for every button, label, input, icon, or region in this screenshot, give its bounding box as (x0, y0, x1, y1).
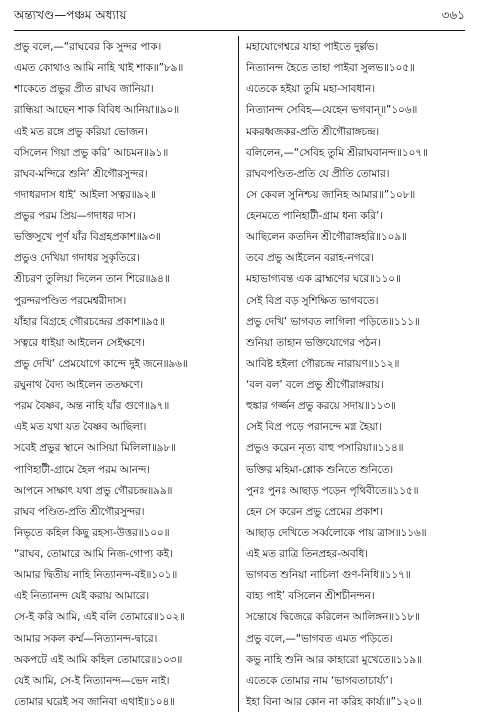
verse-line: প্রভু দেখি’ ভাগবত লাগিলা পড়িতে॥১১১॥ (246, 315, 420, 328)
verse-line: যাঁহার বিগ্রহে গৌরচন্দ্রের প্রকাশ॥৯৫॥ (14, 315, 165, 328)
header-rule (14, 30, 465, 31)
verse-line: পুনঃ পুনঃ আছাড় পড়েন পৃথিবীতে॥১১৫॥ (246, 484, 419, 497)
verse-line: মহাযোগেশ্বরে যাহা পাইতে দুর্ল্লভ। (246, 41, 379, 53)
verse-line: ভক্তিসুখে পূর্ণ যাঁর বিগ্রহপ্রকাশ॥৯৩॥ (14, 231, 161, 244)
verse-line: সবেই প্রভুর স্থানে আসিয়া মিলিলা॥৯৮॥ (14, 442, 176, 455)
verse-line: শুনিয়া তাহান ভক্তিযোগের পঠন। (246, 336, 381, 349)
verse-line: হেনমতে পানিহাটী-গ্রাম ধন্য করি’। (246, 210, 383, 222)
verse-line: এতেকে হইয়া তুমি মহা-সাবধান। (246, 83, 375, 96)
verse-line: হেন সে করেন প্রভু প্রেমের প্রকাশ। (246, 505, 383, 518)
verse-line: কভু নাহি শুনি আর কাহারো মুখেতে॥১১৯॥ (246, 653, 422, 666)
verse-line: সে কেবল সুনিশ্চয় জানিহ আমার॥”১০৮॥ (246, 188, 416, 201)
verse-line: তবে প্রভু আইলেন বরাহ-নগরে। (246, 252, 374, 265)
verse-line: আছিলেন কতদিন শ্রীগৌরাঙ্গহরি॥১০৯॥ (246, 231, 407, 244)
verse-line: নিত্যানন্দ হৈতে তাহা পাইবা সুলভ॥১০৫॥ (246, 62, 415, 75)
verse-line: এই মত যথা যত বৈষ্ণব আছিলা। (14, 421, 147, 434)
verse-line: এই মত রাত্রি তিনপ্রহর-অবধি। (246, 548, 368, 560)
verse-line: “রাঘব, তোমারে আমি নিজ-গোপ্য কই। (14, 548, 173, 560)
verse-line: পরম বৈষ্ণব, অন্ত নাহি যাঁর গুণে॥৯৭॥ (14, 400, 170, 413)
verse-line: এমত কোথাও আমি নাহি খাই শাক॥”৮৯॥ (14, 62, 184, 75)
verse-line: সন্তোষে দ্বিজেরে করিলেন আলিঙ্গন॥১১৮॥ (246, 611, 420, 624)
verse-line: গদাধরদাস ধাই’ আইলা সত্বর॥৯২॥ (14, 188, 156, 201)
verse-line: মকরধ্বজকর-প্রতি শ্রীগৌরাঙ্গচন্দ্র। (246, 125, 380, 138)
verse-line: সে-ই করি আমি, এই বলি তোমারে॥১০২॥ (14, 611, 185, 624)
verse-line: রাঘব পণ্ডিত-প্রতি শ্রীগৌরসুন্দর। (14, 505, 145, 518)
verse-line: রান্ধিয়া আছেন শাক বিবিধ আনিয়া॥৯০॥ (14, 104, 180, 117)
verse-line: এই মত রঙ্গে প্রভু করিয়া ভোজন। (14, 125, 148, 138)
verse-line: আমার দ্বিতীয় নাহি নিত্যানন্দ-বই॥১০১॥ (14, 569, 178, 582)
verse-line: যেই আমি, সে-ই নিত্যানন্দ—ভেদ নাই। (14, 674, 170, 687)
right-column (246, 36, 467, 712)
verse-line: ভাগবত শুনিয়া নাচিলা গুণ-নিধি॥১১৭॥ (246, 569, 411, 582)
verse-line: রঘুনাথ বৈদ্য আইলেন ততক্ষণে। (14, 379, 144, 391)
verse-line: ভক্তির মহিমা-শ্লোক শুনিতে শুনিতে। (246, 463, 394, 476)
verse-line: রাঘব-মন্দিরে শুনি’ শ্রীগৌরসুন্দর। (14, 167, 148, 180)
verse-line: প্রভুও দেখিয়া গদাধর সুকৃতিরে। (14, 252, 140, 265)
verse-line: প্রভুর পরম প্রিয়—গদাধর দাস। (14, 210, 136, 222)
verse-line: আছাড় দেখিতে সর্ব্বলোকে পায় ত্রাস॥১১৬॥ (246, 526, 427, 539)
verse-line: পুরন্দরপণ্ডিত পরমেশ্বরীদাস। (14, 294, 127, 307)
verse-line: এই নিত্যানন্দ যেই করায় আমারে। (14, 590, 150, 603)
page-number: ৩৬১ (441, 8, 465, 22)
verse-line: এতেকে তোমার নাম ‘ভাগবতাচার্য্য’। (246, 674, 393, 687)
verse-line: আমার সকল কর্ম্ম—নিত্যানন্দ-দ্বারে। (14, 632, 158, 645)
verse-line: নিভৃতে কহিল কিছু রহস্য-উত্তর॥১০০॥ (14, 526, 170, 539)
verse-line: বলিলেন,—“সেবিহ তুমি শ্রীরাঘবানন্দ॥১০৭॥ (246, 146, 428, 159)
verse-line: অকপটে এই আমি কহিল তোমারে॥১০৩॥ (14, 653, 183, 666)
verse-line: রাঘবপণ্ডিত-প্রতি যে প্রীতি তোমার। (246, 167, 390, 180)
verse-line: মহাভাগ্যবন্ত এক ব্রাহ্মণের ঘরে॥১১০॥ (246, 273, 401, 286)
verse-line: প্রভুও করেন নৃত্য বাহু পসারিয়া॥১১৪॥ (246, 442, 404, 455)
verse-line: প্রভু দেখি’ প্রেমযোগে কান্দে দুই জনে॥৯৬॥ (14, 357, 188, 370)
verse-line: বাহ্য পাই’ বসিলেন শ্রীশচীনন্দন। (246, 590, 375, 603)
verse-line: তোমার ঘরেই সব জানিবা এথাই॥১০৪॥ (14, 695, 175, 708)
verse-line: প্রভু বলে,—“ভাগবত এমত পড়িতে। (246, 632, 393, 645)
verse-line: শাকেতে প্রভুর প্রীত রাঘব জানিয়া। (14, 83, 154, 96)
column-divider (238, 36, 239, 712)
verse-line: ‘বল বল’ বলে প্রভু শ্রীগৌরাঙ্গরায়। (246, 379, 384, 391)
verse-line: শ্রীচরণ তুলিয়া দিলেন তান শিরে॥৯৪॥ (14, 273, 170, 286)
verse-line: আবিষ্ট হইলা গৌরচন্দ্র নারায়ণ॥১১২॥ (246, 357, 400, 370)
verse-line: সেই বিপ্র বড় সুশিক্ষিত ভাগবতে। (246, 294, 379, 307)
verse-line: হুঙ্কার গর্জ্জন প্রভু করয়ে সদায়॥১১৩॥ (246, 400, 396, 413)
verse-line: বসিলেন গিয়া প্রভু করি’ আচমন॥৯১॥ (14, 146, 169, 159)
verse-line: পাণিহাটী-গ্রামে হৈল পরম আনন্দ। (14, 463, 150, 476)
verse-line: সত্বরে ধাইয়া আইলেন সেইক্ষণে। (14, 336, 145, 349)
verse-line: প্রভু বলে,—“রাঘবের কি সুন্দর পাক। (14, 41, 162, 53)
left-column (14, 36, 232, 712)
running-title: অন্ত্যখণ্ড—পঞ্চম অধ্যায় (14, 8, 127, 22)
verse-line: সেই বিপ্র পড়ে পরানন্দে মগ্ন হৈয়া। (246, 421, 382, 434)
page-header (14, 6, 465, 28)
verse-line: আপনে সাক্ষাৎ যথা প্রভু গৌরচন্দ্র॥৯৯॥ (14, 484, 173, 497)
verse-line: নিত্যানন্দ সেবিহ—যেহেন ভগবান্॥”১০৬॥ (246, 104, 418, 117)
verse-line: ইহা বিনা আর কোন না করিহ কার্য্য॥”১২০॥ (246, 695, 422, 708)
